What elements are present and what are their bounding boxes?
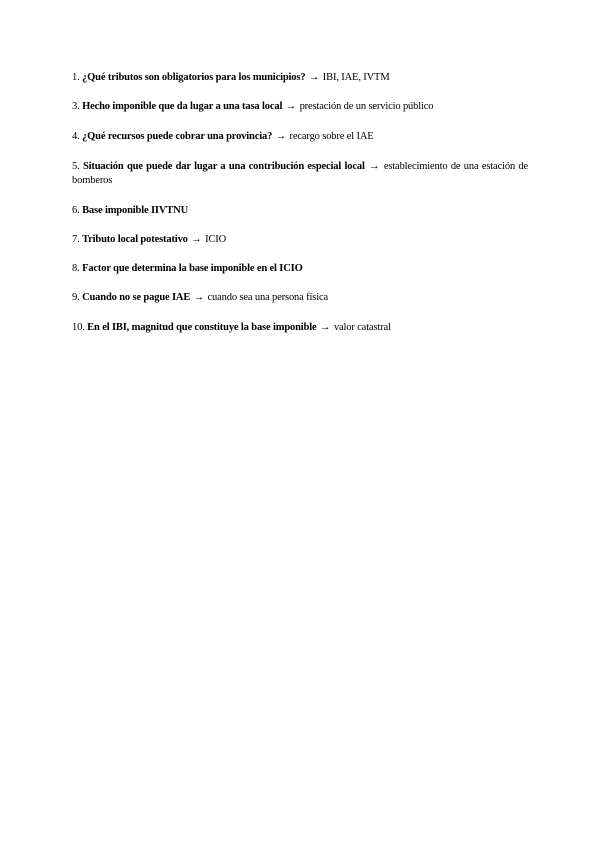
item-answer: valor catastral — [333, 322, 391, 333]
item-answer: ICIO — [205, 234, 227, 245]
arrow-icon: → — [285, 101, 297, 112]
list-item — [72, 291, 528, 305]
item-number: 9. — [72, 292, 80, 303]
item-answer: prestación de un servicio público — [299, 101, 434, 112]
item-question: Hecho imponible que da lugar a una tasa local — [82, 101, 283, 112]
arrow-icon: → — [308, 72, 320, 83]
item-question: ¿Qué tributos son obligatorios para los municipios? — [82, 72, 306, 83]
arrow-icon: → — [320, 322, 331, 333]
list-item — [72, 71, 528, 85]
list-item — [72, 321, 528, 335]
list-item — [72, 100, 528, 114]
item-question: Factor que determina la base imponible en el ICIO — [82, 263, 303, 274]
item-question: En el IBI, magnitud que constituye la base imponible — [87, 322, 317, 333]
item-answer: recargo sobre el IAE — [289, 131, 374, 142]
arrow-icon: → — [369, 161, 380, 172]
item-number: 8. — [72, 263, 80, 274]
item-number: 6. — [72, 205, 80, 216]
item-answer: establecimiento de una estación de bomberos — [72, 161, 528, 186]
list-item — [72, 204, 528, 218]
item-number: 7. — [72, 234, 80, 245]
list-item — [72, 160, 528, 188]
item-question: Situación que puede dar lugar a una contribución especial local — [82, 161, 365, 172]
item-question: ¿Qué recursos puede cobrar una provincia? — [82, 131, 273, 142]
item-number: 1. — [72, 72, 80, 83]
list-item — [72, 130, 528, 144]
item-number: 4. — [72, 131, 80, 142]
arrow-icon: → — [191, 234, 202, 245]
arrow-icon: → — [275, 131, 287, 142]
list-item — [72, 233, 528, 247]
item-number: 10. — [72, 322, 85, 333]
item-answer: IBI, IAE, IVTM — [322, 72, 390, 83]
arrow-icon: → — [193, 292, 205, 303]
list-item — [72, 262, 528, 276]
item-answer: cuando sea una persona física — [207, 292, 328, 303]
item-question: Base imponible IIVTNU — [82, 205, 189, 216]
item-question: Cuando no se pague IAE — [82, 292, 191, 303]
item-question: Tributo local potestativo — [82, 234, 188, 245]
item-number: 5. — [72, 161, 80, 172]
item-number: 3. — [72, 101, 80, 112]
